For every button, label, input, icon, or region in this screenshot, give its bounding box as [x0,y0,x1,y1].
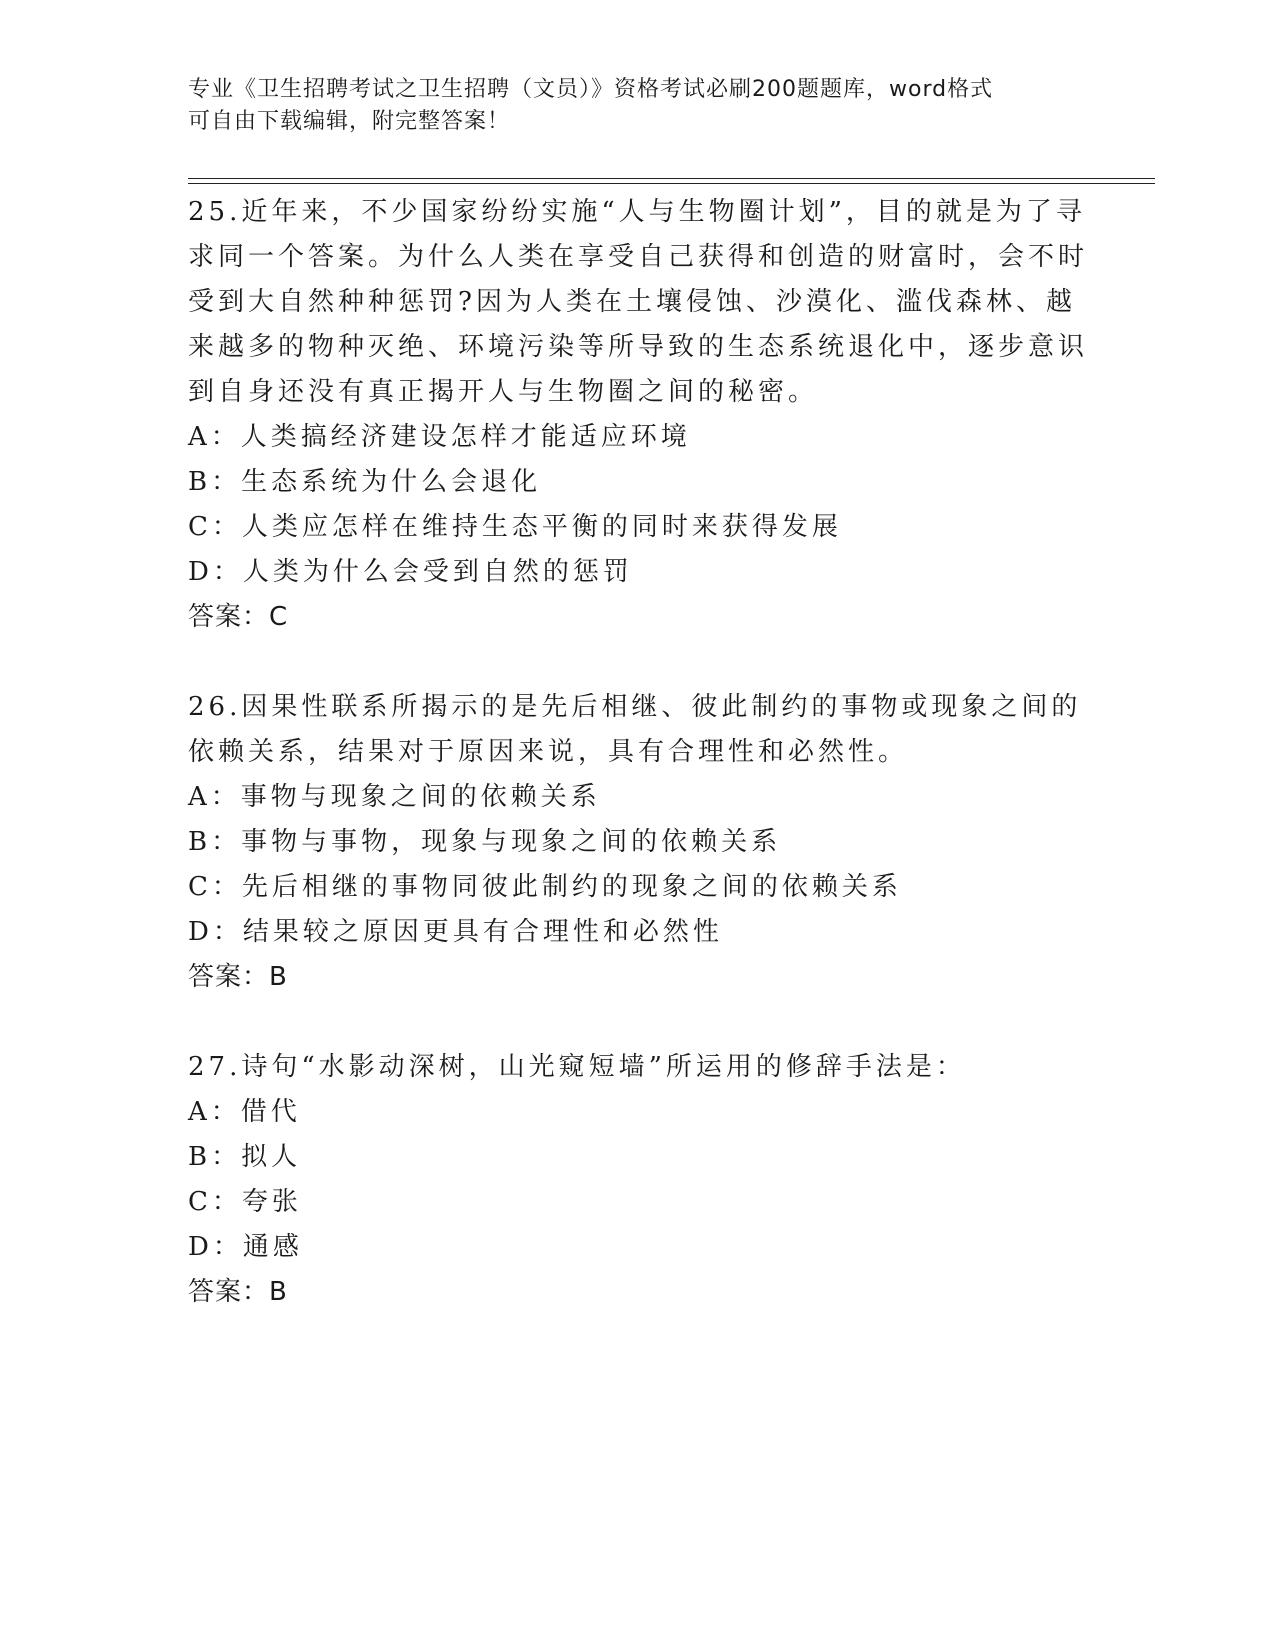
question-stem: 27.诗句“水影动深树，山光窥短墙”所运用的修辞手法是： [188,1052,966,1082]
header-divider-top [188,178,1155,179]
header-title-line-1: 专业《卫生招聘考试之卫生招聘（文员）》资格考试必刷200题题库，word格式 [188,77,994,102]
question-stem: 25.近年来，不少国家纷纷实施“人与生物圈计划”，目的就是为了寻求同一个答案。为什么人类在享受自己获得和创造的财富时，会不时受到大自然种种惩罚?因为人类在土壤侵蚀、沙漠化、滥伐森林、越来越多的物种灭绝、环境污染等所导致的生态系统退化中，逐步意识到自身还没有真正揭开人与生物圈之间的秘密。 [188,197,1089,407]
question-27 [188,1045,1088,1315]
option-a: A：借代 [188,1097,301,1127]
question-25 [188,190,1088,640]
header-divider-bottom [188,183,1155,184]
option-d: D：人类为什么会受到自然的惩罚 [188,557,633,587]
document-header [188,74,1088,138]
answer-line: 答案：C [188,602,289,632]
option-b: B：拟人 [188,1142,302,1172]
option-d: D：结果较之原因更具有合理性和必然性 [188,917,723,947]
question-26 [188,685,1088,1000]
option-a: A：事物与现象之间的依赖关系 [188,782,601,812]
option-b: B：事物与事物，现象与现象之间的依赖关系 [188,827,782,857]
option-c: C：人类应怎样在维持生态平衡的同时来获得发展 [188,512,842,542]
question-list [188,190,1088,1315]
option-a: A：人类搞经济建设怎样才能适应环境 [188,422,691,452]
question-stem: 26.因果性联系所揭示的是先后相继、彼此制约的事物或现象之间的依赖关系，结果对于原因来说，具有合理性和必然性。 [188,692,1082,767]
header-title-line-2: 可自由下载编辑，附完整答案！ [188,109,511,134]
option-c: C：夸张 [188,1187,302,1217]
option-b: B：生态系统为什么会退化 [188,467,542,497]
option-c: C：先后相继的事物同彼此制约的现象之间的依赖关系 [188,872,902,902]
answer-line: 答案：B [188,1277,288,1307]
option-d: D：通感 [188,1232,303,1262]
answer-line: 答案：B [188,962,288,992]
